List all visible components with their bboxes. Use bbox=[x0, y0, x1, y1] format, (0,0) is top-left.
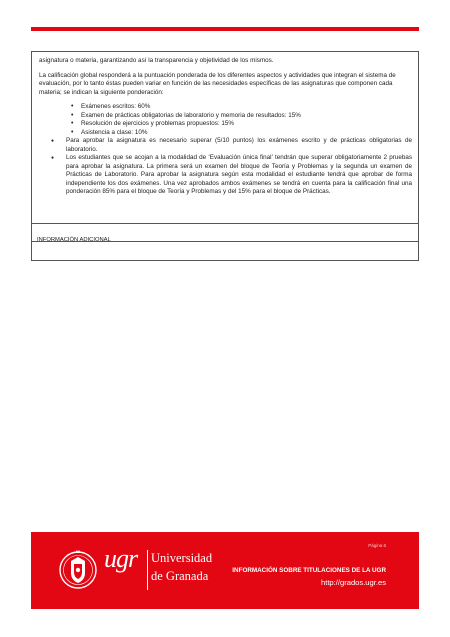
paragraph-weighting: La calificación global responderá a la puntuación ponderada de los diferentes aspectos y actividades que integran el sistema de evaluación, por lo tanto éstas pueden variar en función de las necesidades específicas de las asignaturas que componen cada materia; se indican la siguiente ponderación: bbox=[39, 71, 396, 96]
university-seal-icon bbox=[58, 547, 98, 591]
footer-banner bbox=[31, 532, 419, 609]
list-item: • Asistencia a clase: 10% bbox=[81, 129, 412, 138]
requirements-list bbox=[39, 137, 412, 197]
evaluation-section bbox=[31, 51, 419, 224]
list-item: ● Los estudiantes que se acojan a la modalidad de ‘Evaluación única final’ tendrán que superar obligatoriamente 2 pruebas para aprobar la asignatura. La primera será un examen del bloque de Teoría y Problemas y la segunda un examen de Prácticas de Laboratorio. Para aprobar la asignatura según esta modalidad el estudiante tendrá que aprobar de forma independiente los dos exámenes. Una vez aprobados ambos exámenes se tendrá en cuenta para la calificación final una ponderación 85% para el bloque de Teoría y Problemas y del 15% para el bloque de Prácticas. bbox=[66, 154, 412, 197]
additional-info-content bbox=[31, 242, 419, 261]
list-item: • Resolución de ejercicios y problemas propuestos: 15% bbox=[81, 120, 412, 129]
university-name-line1: Universidad bbox=[151, 551, 213, 565]
grados-url-link[interactable]: http://grados.ugr.es bbox=[320, 578, 386, 587]
university-name-line2: de Granada bbox=[151, 569, 209, 583]
weighting-list bbox=[39, 103, 412, 137]
ugr-logo-text: ugr bbox=[104, 544, 138, 573]
paragraph-transparency: asignatura o materia, garantizando así la transparencia y objetividad de los mismos. bbox=[39, 57, 274, 64]
titulaciones-info-title: INFORMACIÓN SOBRE TITULACIONES DE LA UGR bbox=[232, 567, 386, 574]
logo-divider bbox=[147, 550, 148, 590]
list-item: • Exámenes escritos: 60% bbox=[81, 103, 412, 112]
header-red-rule bbox=[31, 27, 419, 31]
page-number: Página 6 bbox=[368, 543, 386, 548]
list-item: • Examen de prácticas obligatorias de laboratorio y memoria de resultados: 15% bbox=[81, 112, 412, 121]
additional-info-header bbox=[31, 224, 419, 242]
additional-info-label: INFORMACIÓN ADICIONAL bbox=[37, 237, 111, 243]
list-item: ● Para aprobar la asignatura es necesario superar (5/10 puntos) los exámenes escrito y de prácticas obligatorias de laboratorio. bbox=[66, 137, 412, 154]
